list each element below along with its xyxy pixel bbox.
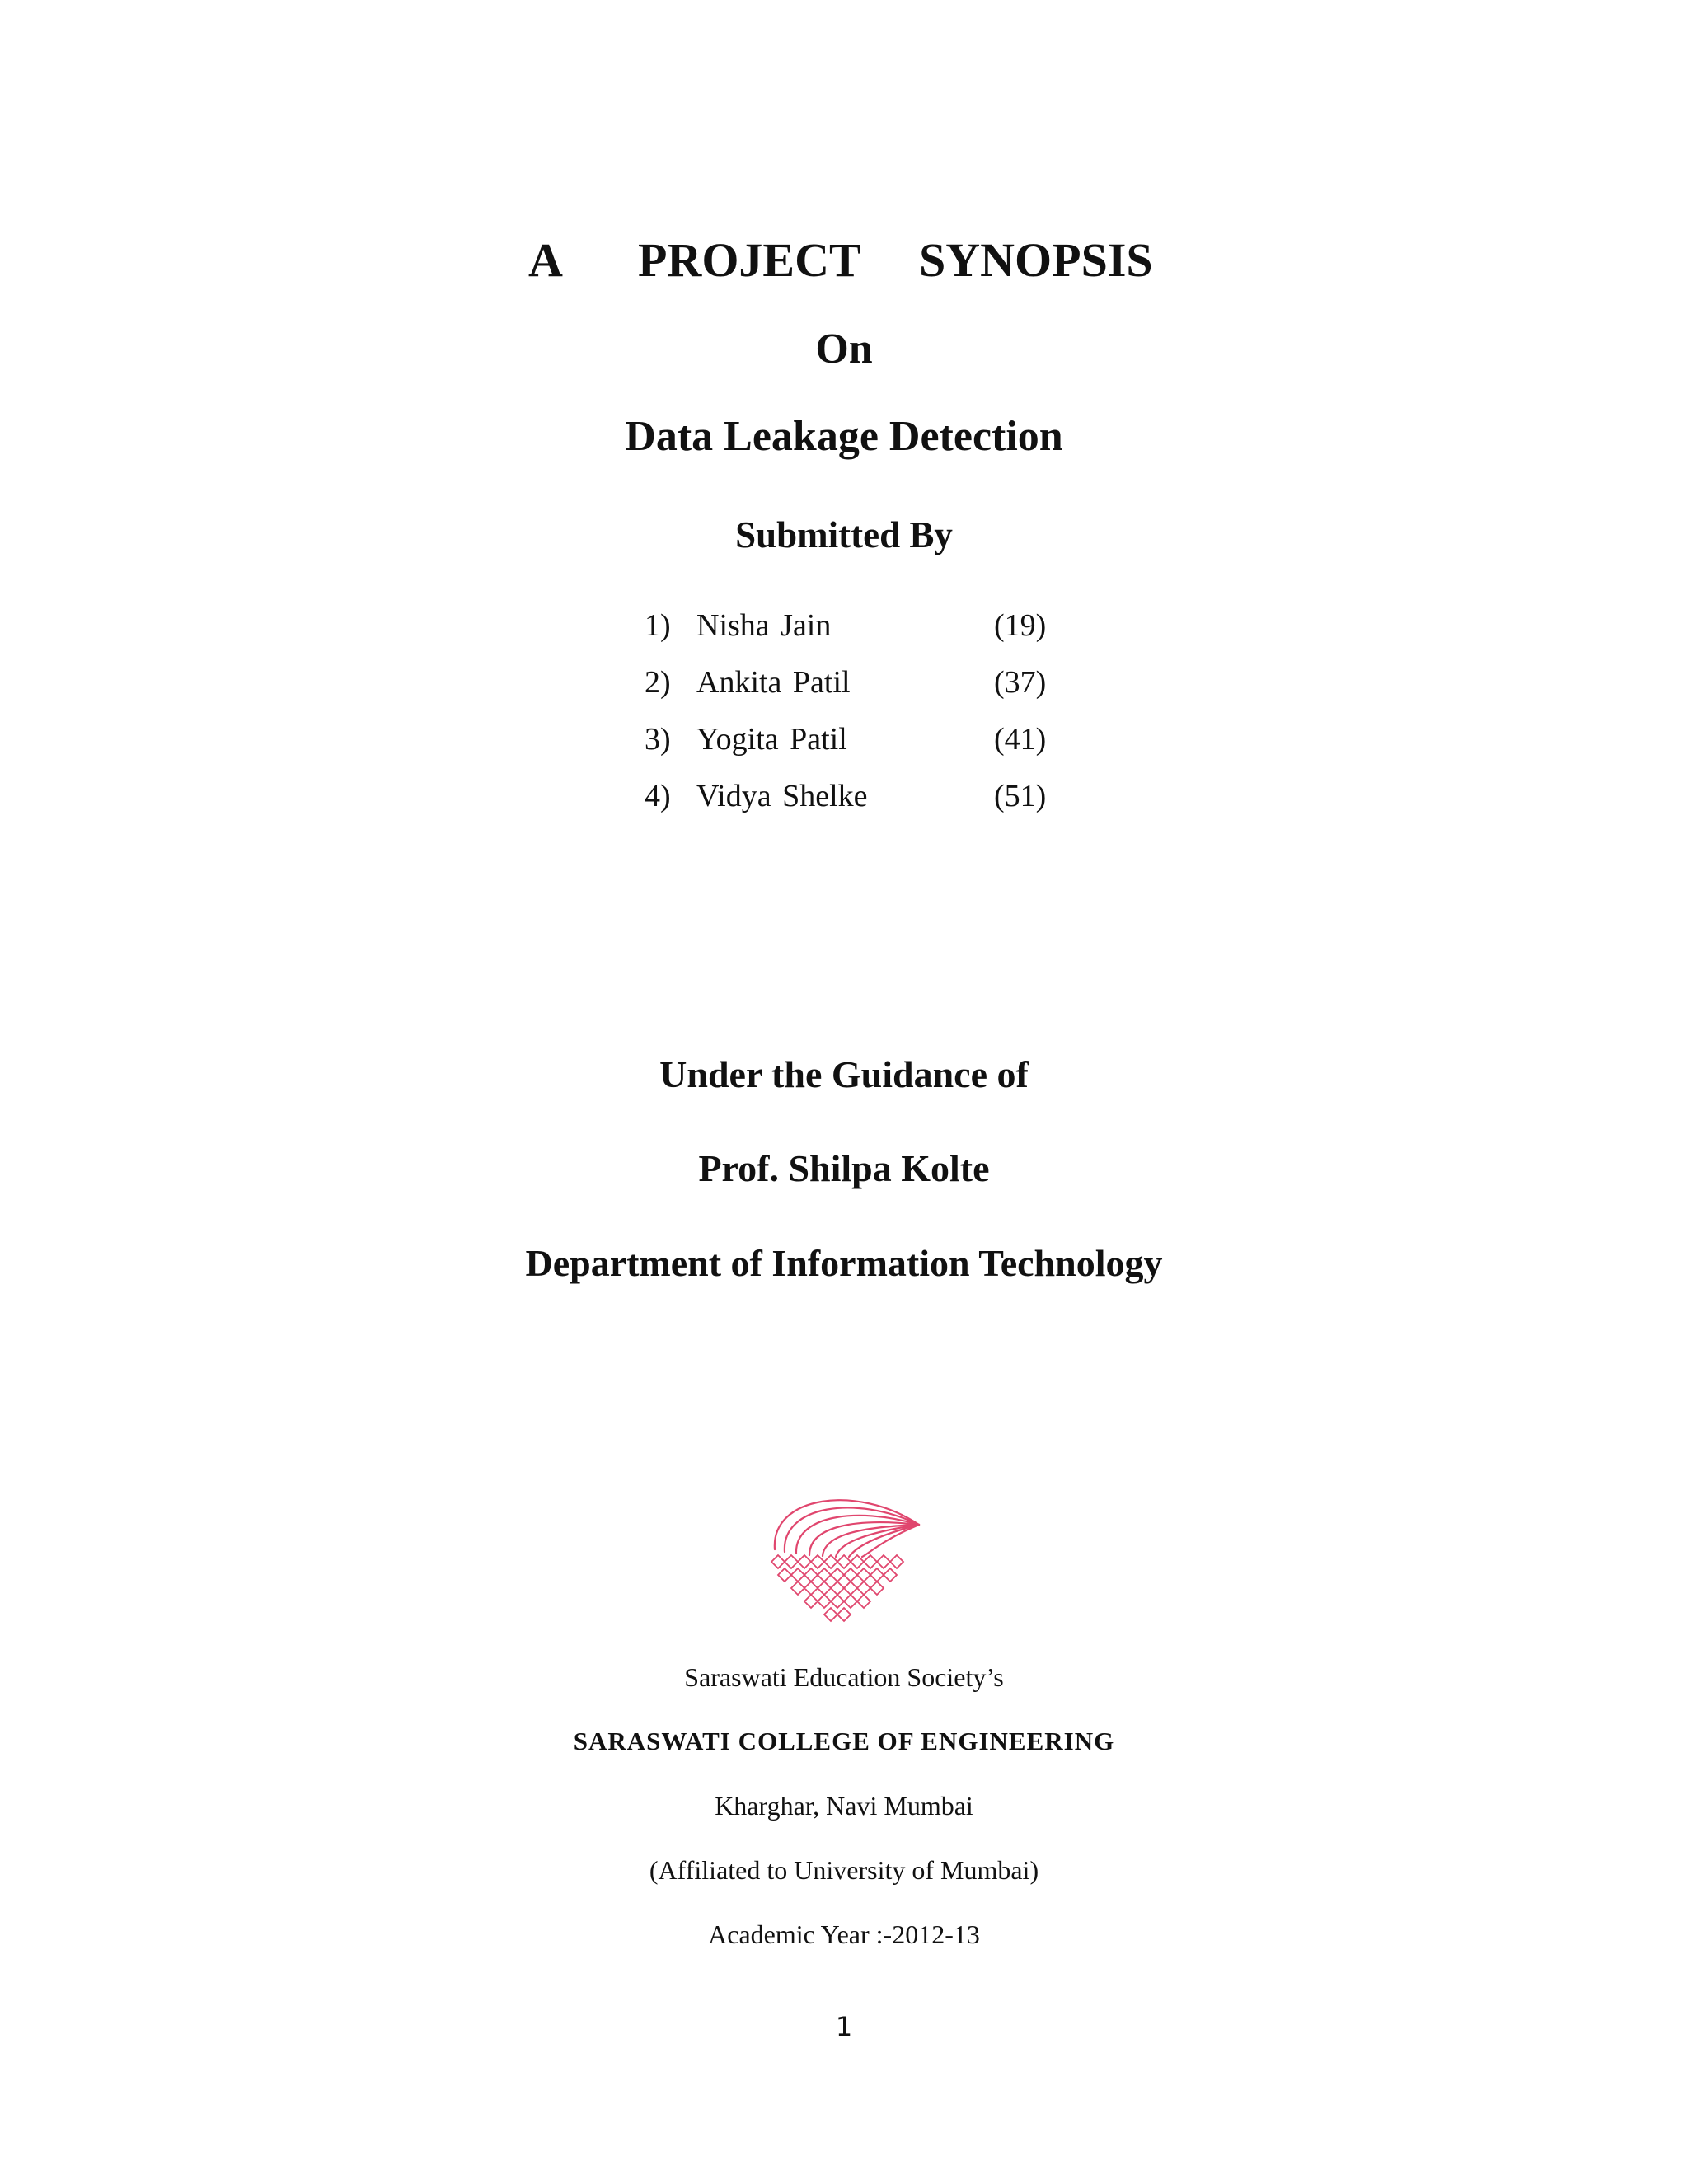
member-roll: (51) — [994, 779, 1047, 813]
member-number: 2) — [645, 665, 671, 700]
member-name: Vidya Shelke — [696, 779, 868, 813]
on-label: On — [815, 326, 873, 373]
member-number: 3) — [645, 722, 671, 757]
guidance-heading: Under the Guidance of — [659, 1053, 1029, 1095]
member-roll: (41) — [994, 722, 1047, 757]
member-name: Ankita Patil — [696, 665, 851, 700]
member-number: 1) — [645, 608, 671, 643]
academic-year: Academic Year :-2012-13 — [708, 1919, 980, 1949]
document-title — [0, 232, 1688, 298]
member-row — [0, 721, 1688, 771]
member-row — [0, 778, 1688, 827]
member-number: 4) — [645, 779, 671, 813]
guide-name: Prof. Shilpa Kolte — [698, 1147, 990, 1189]
department-name: Department of Information Technology — [525, 1242, 1163, 1284]
title-word-project: PROJECT — [638, 233, 861, 287]
college-name: SARASWATI COLLEGE OF ENGINEERING — [573, 1727, 1115, 1755]
member-row — [0, 664, 1688, 714]
college-location: Kharghar, Navi Mumbai — [715, 1791, 973, 1821]
project-topic: Data Leakage Detection — [625, 413, 1063, 460]
member-name: Nisha Jain — [696, 608, 832, 643]
society-name: Saraswati Education Society’s — [684, 1662, 1004, 1692]
title-word-a: A — [528, 233, 563, 287]
member-row — [0, 607, 1688, 657]
member-roll: (37) — [994, 665, 1047, 700]
page-number: 1 — [835, 2011, 853, 2042]
submitted-by-heading: Submitted By — [735, 514, 953, 555]
college-logo-icon — [767, 1479, 931, 1624]
member-name: Yogita Patil — [696, 722, 847, 757]
member-roll: (19) — [994, 608, 1047, 643]
affiliation: (Affiliated to University of Mumbai) — [649, 1855, 1039, 1885]
title-word-synopsis: SYNOPSIS — [919, 233, 1153, 287]
